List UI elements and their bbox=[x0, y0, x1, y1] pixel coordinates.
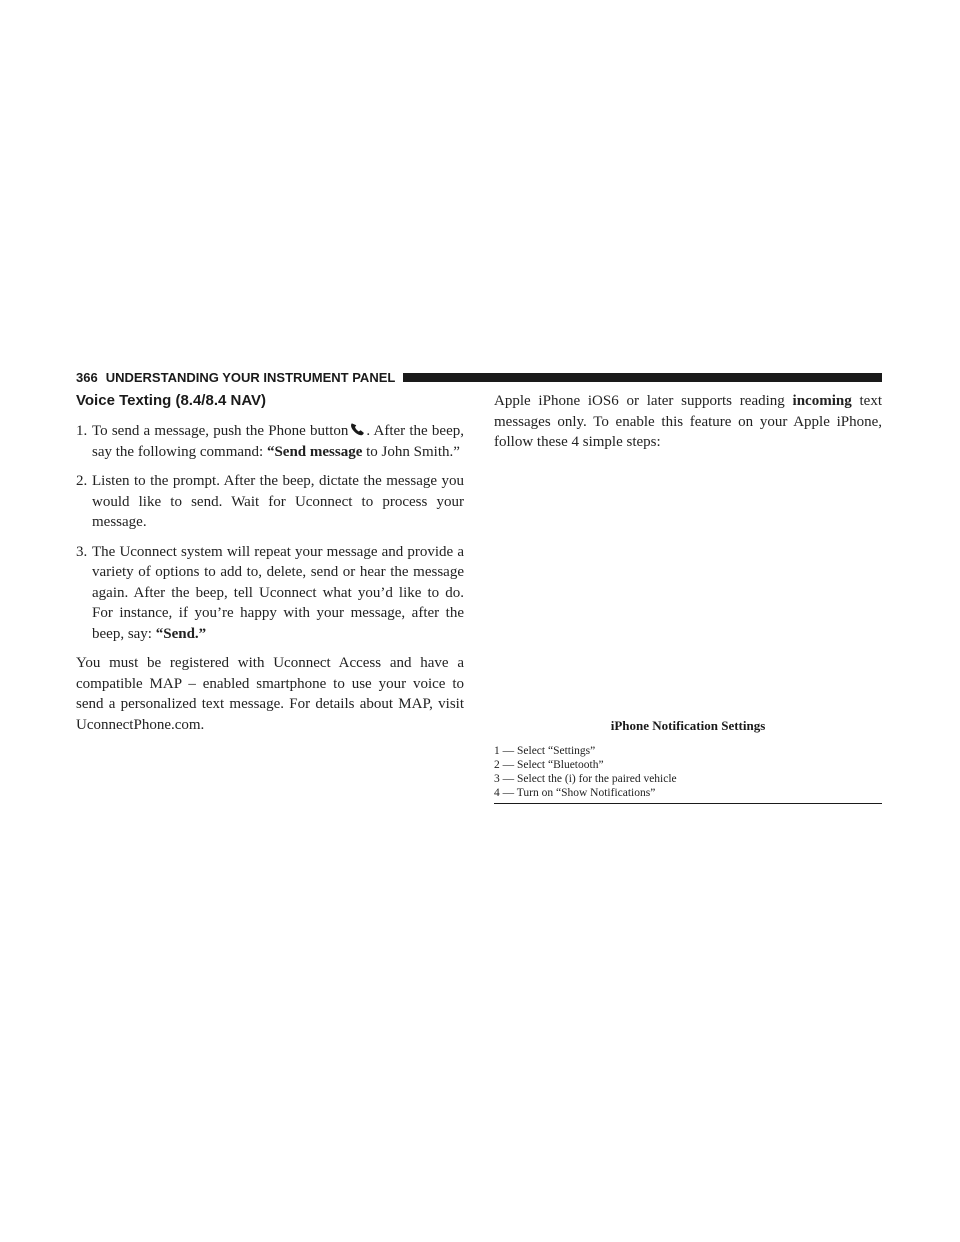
header-rule bbox=[403, 373, 882, 382]
step-text: To send a message, push the Phone button bbox=[92, 423, 349, 439]
step-number: 2. bbox=[76, 473, 88, 489]
step-3 bbox=[76, 542, 464, 645]
step-2 bbox=[76, 471, 464, 533]
voice-texting-heading: Voice Texting (8.4/8.4 NAV) bbox=[76, 392, 267, 409]
step-number: 1. bbox=[76, 423, 88, 439]
caption-item: 3 — Select the (i) for the paired vehicle bbox=[494, 772, 677, 785]
step-1 bbox=[76, 421, 464, 462]
iphone-intro bbox=[494, 391, 882, 453]
figure-caption: iPhone Notification Settings bbox=[610, 717, 766, 733]
page-number: 366 bbox=[76, 369, 98, 385]
figure-placeholder bbox=[494, 453, 882, 717]
command-text: “Send.” bbox=[155, 625, 207, 642]
caption-rule bbox=[494, 803, 882, 804]
step-text: Listen to the prompt. After the beep, dictate the message you would like to send. Wait for Uconnect to process your message. bbox=[92, 473, 464, 530]
left-column bbox=[76, 391, 464, 735]
caption-item: 1 — Select “Settings” bbox=[494, 744, 596, 757]
incoming-bold: incoming bbox=[792, 393, 852, 409]
intro-text: Apple iPhone iOS6 or later supports reading bbox=[494, 393, 793, 409]
intro-text: text messages only. To enable this feature on your Apple iPhone, follow these 4 simple steps: bbox=[494, 393, 883, 450]
map-paragraph: You must be registered with Uconnect Access and have a compatible MAP – enabled smartphone to use your voice to send a personalized text message. For details about MAP, visit UconnectPhone.com. bbox=[76, 655, 464, 733]
caption-item: 4 — Turn on “Show Notifications” bbox=[494, 786, 656, 799]
step-text: The Uconnect system will repeat your message and provide a variety of options to add to, delete, send or hear the message again. After the beep, tell Uconnect what you’d like to do. For instance, if you’re happy with your message, after the beep, say: bbox=[92, 543, 464, 642]
section-title: UNDERSTANDING YOUR INSTRUMENT PANEL bbox=[105, 369, 396, 385]
step-text: . After the beep, say the following command: bbox=[92, 423, 464, 460]
right-column bbox=[494, 391, 882, 804]
caption-item: 2 — Select “Bluetooth” bbox=[494, 758, 604, 771]
step-text: to John Smith.” bbox=[362, 443, 460, 460]
command-text: “Send message bbox=[266, 443, 363, 460]
phone-icon bbox=[350, 422, 365, 436]
page-header bbox=[76, 369, 882, 385]
step-number: 3. bbox=[76, 543, 88, 560]
